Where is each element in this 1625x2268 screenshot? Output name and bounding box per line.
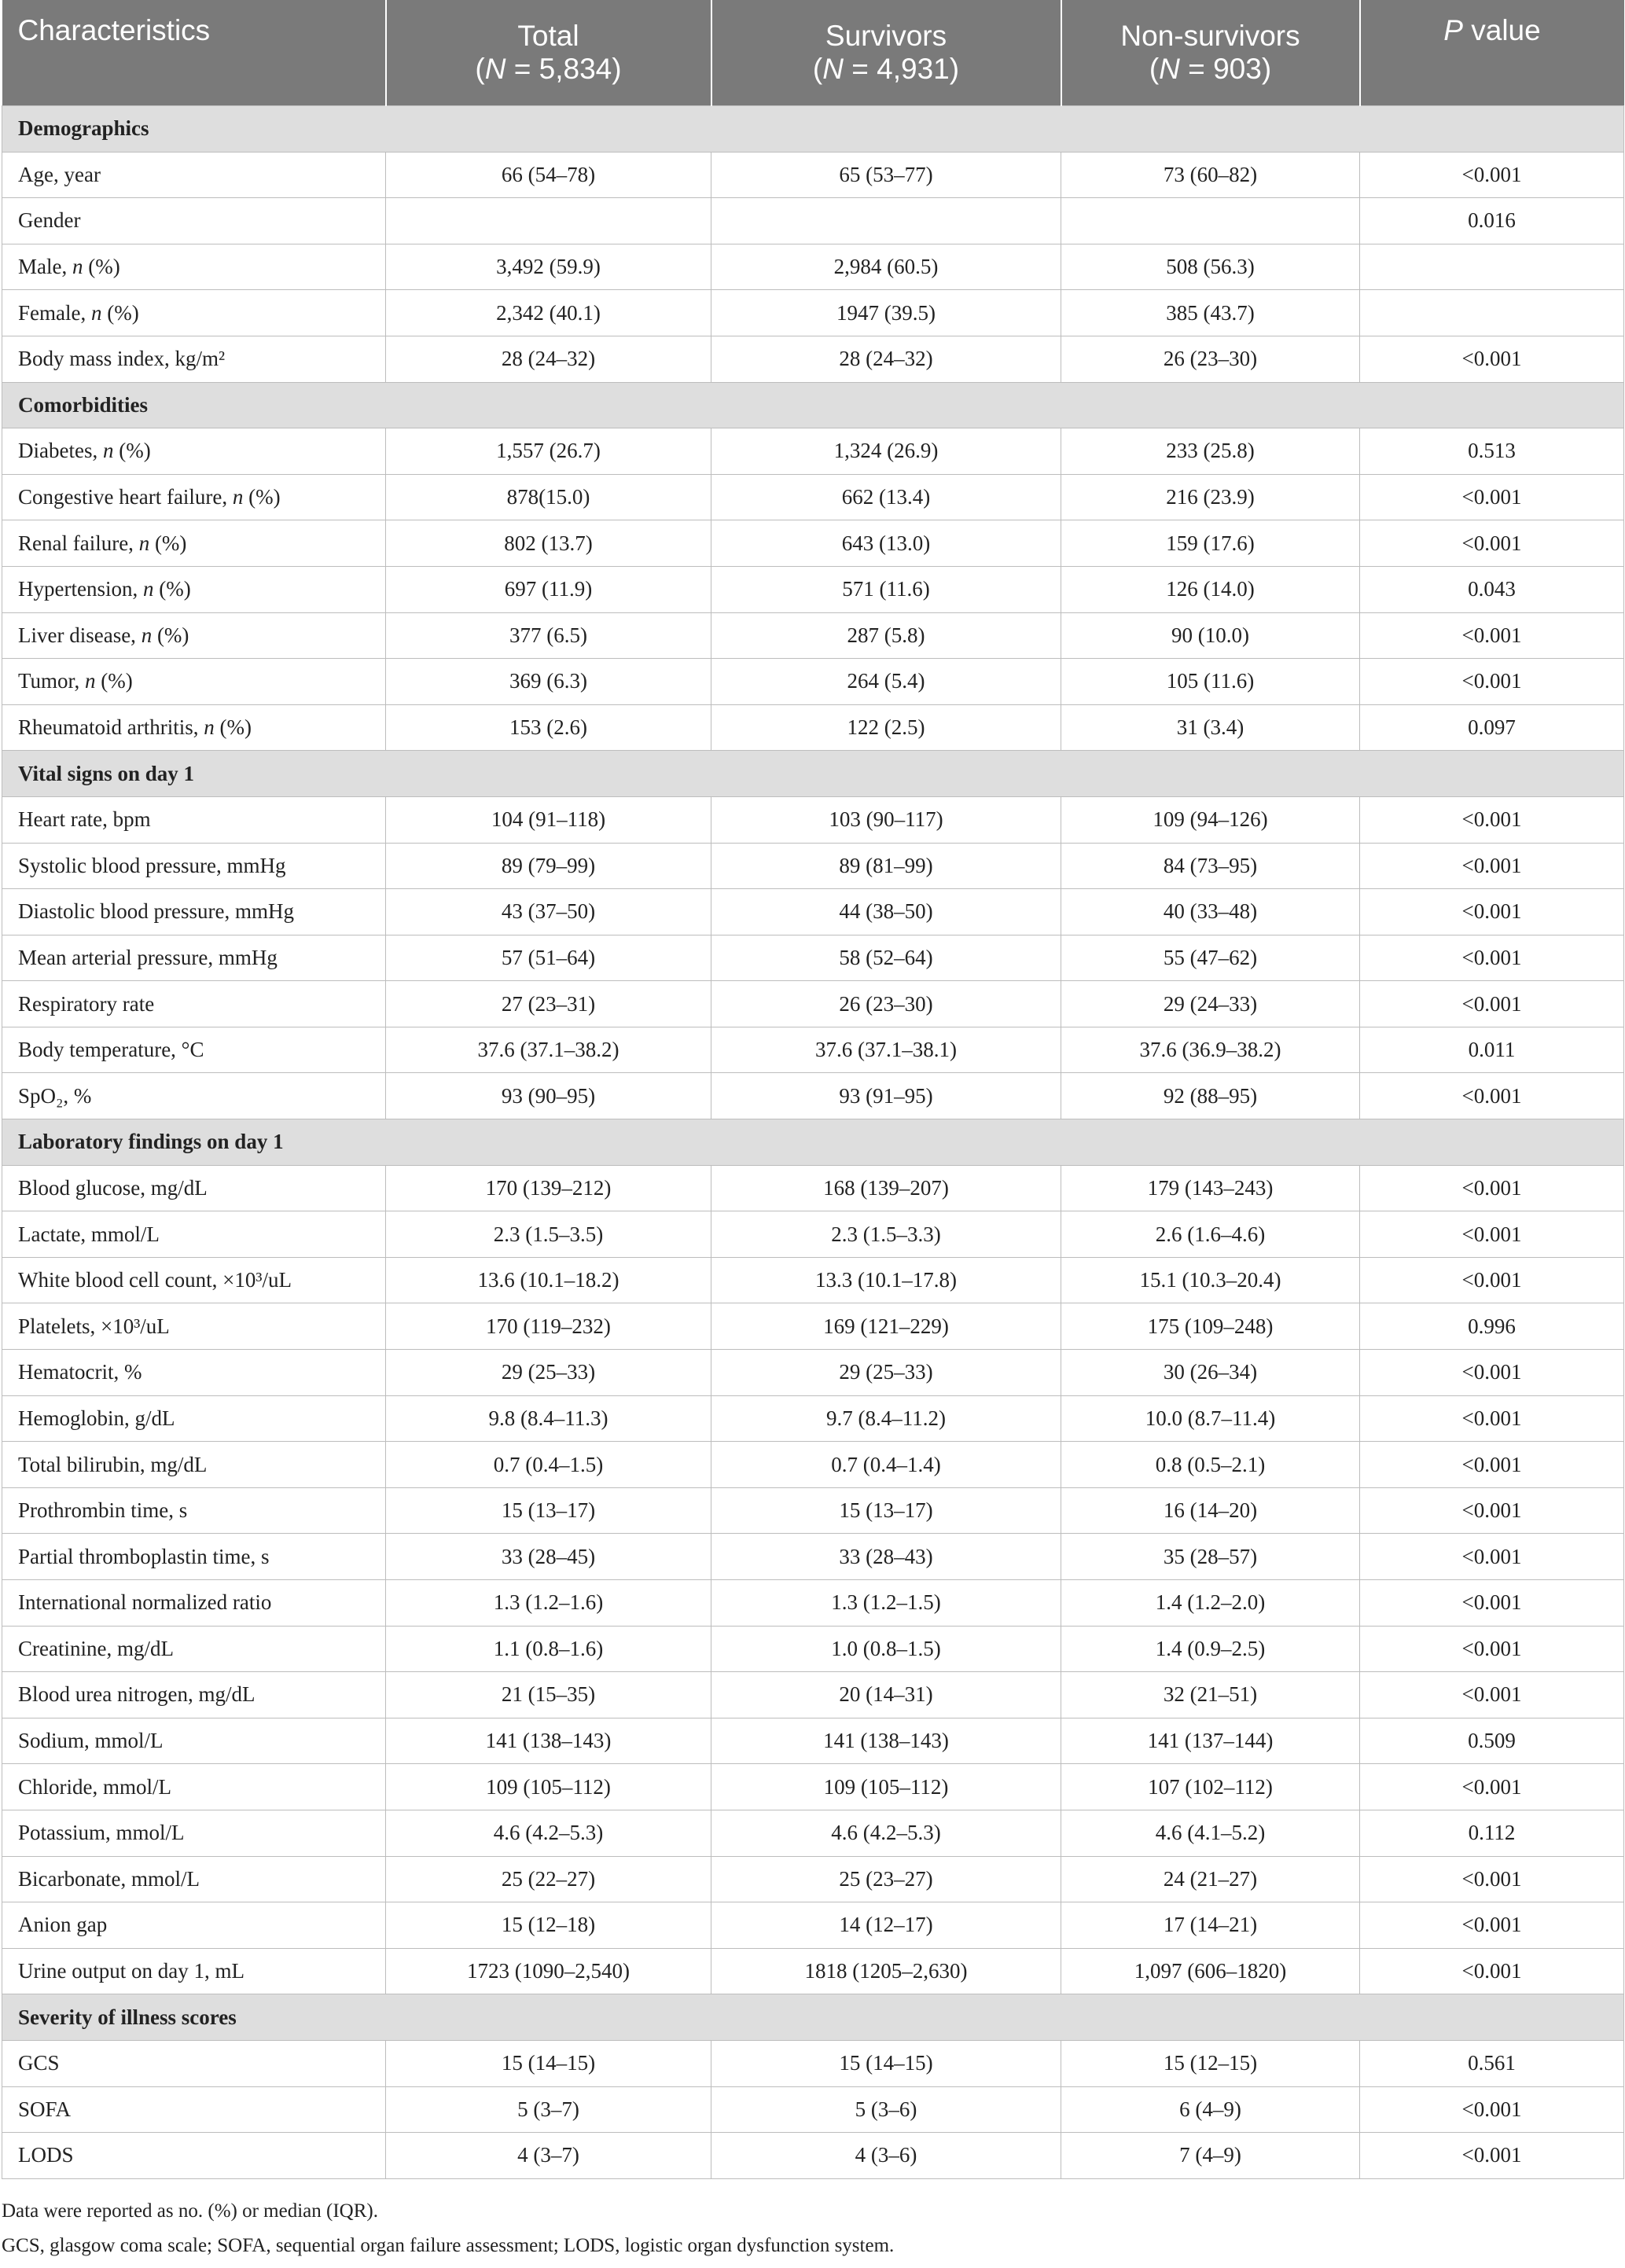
cell-survivors: 65 (53–77)	[711, 152, 1061, 198]
table-row	[2, 566, 1624, 612]
row-label: Lactate, mmol/L	[2, 1211, 386, 1258]
cell-survivors: 26 (23–30)	[711, 981, 1061, 1027]
header-survivors	[711, 0, 1061, 106]
cell-nonsurvivors: 92 (88–95)	[1061, 1073, 1360, 1119]
cell-survivors: 29 (25–33)	[711, 1350, 1061, 1396]
cell-survivors	[711, 198, 1061, 244]
section-title: Severity of illness scores	[2, 1994, 1624, 2041]
row-label: Age, year	[2, 152, 386, 198]
cell-nonsurvivors: 107 (102–112)	[1061, 1764, 1360, 1810]
cell-p-value: <0.001	[1360, 889, 1624, 936]
cell-survivors: 9.7 (8.4–11.2)	[711, 1395, 1061, 1442]
cell-nonsurvivors: 16 (14–20)	[1061, 1487, 1360, 1534]
cell-p-value: <0.001	[1360, 1580, 1624, 1627]
cell-survivors: 264 (5.4)	[711, 659, 1061, 705]
cell-survivors: 25 (23–27)	[711, 1856, 1061, 1902]
cell-total: 377 (6.5)	[386, 612, 711, 659]
cell-nonsurvivors: 175 (109–248)	[1061, 1303, 1360, 1350]
table-row	[2, 889, 1624, 936]
cell-survivors: 1.3 (1.2–1.5)	[711, 1580, 1061, 1627]
row-label: Mean arterial pressure, mmHg	[2, 935, 386, 981]
cell-nonsurvivors: 233 (25.8)	[1061, 428, 1360, 475]
row-label: Hypertension, n (%)	[2, 566, 386, 612]
row-label: Renal failure, n (%)	[2, 520, 386, 567]
section-row	[2, 751, 1624, 797]
cell-p-value: 0.112	[1360, 1810, 1624, 1856]
table-row	[2, 1534, 1624, 1580]
cell-survivors: 571 (11.6)	[711, 566, 1061, 612]
cell-p-value: <0.001	[1360, 1165, 1624, 1211]
section-title: Laboratory findings on day 1	[2, 1119, 1624, 1166]
table-row	[2, 1350, 1624, 1396]
cell-survivors: 168 (139–207)	[711, 1165, 1061, 1211]
cell-p-value: <0.001	[1360, 612, 1624, 659]
row-label: LODS	[2, 2133, 386, 2179]
table-row	[2, 1810, 1624, 1856]
cell-total: 170 (119–232)	[386, 1303, 711, 1350]
table-row	[2, 2086, 1624, 2133]
row-label: Potassium, mmol/L	[2, 1810, 386, 1856]
cell-p-value: <0.001	[1360, 474, 1624, 520]
row-label: Body mass index, kg/m²	[2, 336, 386, 382]
table-row	[2, 152, 1624, 198]
cell-p-value: <0.001	[1360, 1856, 1624, 1902]
cell-total: 104 (91–118)	[386, 796, 711, 843]
cell-p-value: 0.996	[1360, 1303, 1624, 1350]
cell-nonsurvivors: 2.6 (1.6–4.6)	[1061, 1211, 1360, 1258]
cell-nonsurvivors: 32 (21–51)	[1061, 1672, 1360, 1718]
cell-total: 9.8 (8.4–11.3)	[386, 1395, 711, 1442]
row-label: International normalized ratio	[2, 1580, 386, 1627]
row-label: GCS	[2, 2040, 386, 2086]
row-label: Anion gap	[2, 1902, 386, 1949]
row-label: Congestive heart failure, n (%)	[2, 474, 386, 520]
table-row	[2, 1487, 1624, 1534]
cell-survivors: 662 (13.4)	[711, 474, 1061, 520]
cell-total: 66 (54–78)	[386, 152, 711, 198]
cell-p-value: <0.001	[1360, 1487, 1624, 1534]
row-label: Hemoglobin, g/dL	[2, 1395, 386, 1442]
table-row	[2, 1948, 1624, 1994]
cell-total: 37.6 (37.1–38.2)	[386, 1027, 711, 1073]
row-label: Prothrombin time, s	[2, 1487, 386, 1534]
cell-total: 141 (138–143)	[386, 1718, 711, 1764]
row-label: Systolic blood pressure, mmHg	[2, 843, 386, 889]
cell-nonsurvivors: 17 (14–21)	[1061, 1902, 1360, 1949]
cell-p-value: 0.561	[1360, 2040, 1624, 2086]
row-label: Bicarbonate, mmol/L	[2, 1856, 386, 1902]
cell-total: 369 (6.3)	[386, 659, 711, 705]
table-row	[2, 796, 1624, 843]
header-survivors-title: Survivors	[825, 20, 947, 52]
cell-nonsurvivors: 1.4 (1.2–2.0)	[1061, 1580, 1360, 1627]
section-row	[2, 106, 1624, 153]
cell-survivors: 37.6 (37.1–38.1)	[711, 1027, 1061, 1073]
cell-total: 25 (22–27)	[386, 1856, 711, 1902]
cell-total	[386, 198, 711, 244]
cell-total: 153 (2.6)	[386, 704, 711, 751]
row-label: Body temperature, °C	[2, 1027, 386, 1073]
table-row	[2, 1672, 1624, 1718]
cell-p-value: <0.001	[1360, 520, 1624, 567]
cell-nonsurvivors: 15.1 (10.3–20.4)	[1061, 1257, 1360, 1303]
cell-total: 21 (15–35)	[386, 1672, 711, 1718]
row-label: Blood urea nitrogen, mg/dL	[2, 1672, 386, 1718]
cell-survivors: 5 (3–6)	[711, 2086, 1061, 2133]
table-row	[2, 1257, 1624, 1303]
cell-nonsurvivors: 159 (17.6)	[1061, 520, 1360, 567]
cell-nonsurvivors: 109 (94–126)	[1061, 796, 1360, 843]
row-label: White blood cell count, ×10³/uL	[2, 1257, 386, 1303]
row-label: Respiratory rate	[2, 981, 386, 1027]
cell-nonsurvivors: 26 (23–30)	[1061, 336, 1360, 382]
cell-p-value: <0.001	[1360, 1442, 1624, 1488]
cell-survivors: 1818 (1205–2,630)	[711, 1948, 1061, 1994]
cell-p-value: 0.011	[1360, 1027, 1624, 1073]
section-row	[2, 1119, 1624, 1166]
section-title: Demographics	[2, 106, 1624, 153]
table-row	[2, 1165, 1624, 1211]
cell-nonsurvivors: 90 (10.0)	[1061, 612, 1360, 659]
cell-survivors: 33 (28–43)	[711, 1534, 1061, 1580]
characteristics-table	[2, 0, 1624, 2179]
cell-p-value: 0.043	[1360, 566, 1624, 612]
table-header	[2, 0, 1624, 106]
cell-p-value: 0.016	[1360, 198, 1624, 244]
row-label: SOFA	[2, 2086, 386, 2133]
cell-survivors: 643 (13.0)	[711, 520, 1061, 567]
cell-survivors: 14 (12–17)	[711, 1902, 1061, 1949]
cell-total: 1723 (1090–2,540)	[386, 1948, 711, 1994]
table-body	[2, 106, 1624, 2179]
cell-nonsurvivors: 29 (24–33)	[1061, 981, 1360, 1027]
cell-survivors: 4 (3–6)	[711, 2133, 1061, 2179]
row-label: SpO₂, %	[2, 1073, 386, 1119]
cell-p-value: <0.001	[1360, 1257, 1624, 1303]
section-title: Vital signs on day 1	[2, 751, 1624, 797]
cell-total: 0.7 (0.4–1.5)	[386, 1442, 711, 1488]
cell-nonsurvivors: 55 (47–62)	[1061, 935, 1360, 981]
table-row	[2, 612, 1624, 659]
cell-total: 15 (13–17)	[386, 1487, 711, 1534]
cell-total: 93 (90–95)	[386, 1073, 711, 1119]
cell-survivors: 15 (14–15)	[711, 2040, 1061, 2086]
cell-p-value: <0.001	[1360, 796, 1624, 843]
row-label: Heart rate, bpm	[2, 796, 386, 843]
table-row	[2, 659, 1624, 705]
footnote-abbreviations: GCS, glasgow coma scale; SOFA, sequential organ failure assessment; LODS, logistic organ dysfunction system.	[2, 2235, 895, 2256]
cell-total: 170 (139–212)	[386, 1165, 711, 1211]
cell-nonsurvivors: 6 (4–9)	[1061, 2086, 1360, 2133]
cell-total: 5 (3–7)	[386, 2086, 711, 2133]
cell-p-value: <0.001	[1360, 1395, 1624, 1442]
table-row	[2, 843, 1624, 889]
cell-nonsurvivors: 0.8 (0.5–2.1)	[1061, 1442, 1360, 1488]
cell-p-value: <0.001	[1360, 152, 1624, 198]
header-survivors-n: (N = 4,931)	[812, 53, 960, 85]
cell-p-value: <0.001	[1360, 935, 1624, 981]
row-label: Total bilirubin, mg/dL	[2, 1442, 386, 1488]
cell-nonsurvivors: 1.4 (0.9–2.5)	[1061, 1626, 1360, 1672]
header-nonsurvivors-n: (N = 903)	[1149, 53, 1272, 85]
cell-total: 109 (105–112)	[386, 1764, 711, 1810]
cell-nonsurvivors: 10.0 (8.7–11.4)	[1061, 1395, 1360, 1442]
cell-survivors: 13.3 (10.1–17.8)	[711, 1257, 1061, 1303]
table-row	[2, 244, 1624, 290]
row-label: Diabetes, n (%)	[2, 428, 386, 475]
cell-total: 57 (51–64)	[386, 935, 711, 981]
cell-nonsurvivors: 385 (43.7)	[1061, 290, 1360, 336]
cell-nonsurvivors: 31 (3.4)	[1061, 704, 1360, 751]
cell-nonsurvivors: 105 (11.6)	[1061, 659, 1360, 705]
cell-survivors: 122 (2.5)	[711, 704, 1061, 751]
table-row	[2, 935, 1624, 981]
row-label: Rheumatoid arthritis, n (%)	[2, 704, 386, 751]
cell-survivors: 141 (138–143)	[711, 1718, 1061, 1764]
cell-total: 2,342 (40.1)	[386, 290, 711, 336]
header-total	[386, 0, 711, 106]
cell-nonsurvivors: 15 (12–15)	[1061, 2040, 1360, 2086]
cell-total: 43 (37–50)	[386, 889, 711, 936]
table-row	[2, 474, 1624, 520]
footnote-abbrev-data: Data were reported as no. (%) or median (IQR).	[2, 2200, 378, 2222]
cell-total: 1.3 (1.2–1.6)	[386, 1580, 711, 1627]
row-label: Chloride, mmol/L	[2, 1764, 386, 1810]
header-nonsurvivors	[1061, 0, 1360, 106]
cell-survivors: 1947 (39.5)	[711, 290, 1061, 336]
table-row	[2, 428, 1624, 475]
cell-survivors: 287 (5.8)	[711, 612, 1061, 659]
cell-p-value: 0.097	[1360, 704, 1624, 751]
row-label: Urine output on day 1, mL	[2, 1948, 386, 1994]
cell-total: 4 (3–7)	[386, 2133, 711, 2179]
cell-p-value: 0.509	[1360, 1718, 1624, 1764]
cell-p-value: <0.001	[1360, 1902, 1624, 1949]
cell-nonsurvivors: 30 (26–34)	[1061, 1350, 1360, 1396]
cell-nonsurvivors: 126 (14.0)	[1061, 566, 1360, 612]
cell-survivors: 20 (14–31)	[711, 1672, 1061, 1718]
section-row	[2, 1994, 1624, 2041]
table-row	[2, 2040, 1624, 2086]
row-label: Diastolic blood pressure, mmHg	[2, 889, 386, 936]
table-row	[2, 1718, 1624, 1764]
row-label: Liver disease, n (%)	[2, 612, 386, 659]
cell-survivors: 109 (105–112)	[711, 1764, 1061, 1810]
cell-p-value	[1360, 290, 1624, 336]
cell-p-value: <0.001	[1360, 1350, 1624, 1396]
table-row	[2, 1395, 1624, 1442]
cell-p-value: <0.001	[1360, 1626, 1624, 1672]
cell-survivors: 0.7 (0.4–1.4)	[711, 1442, 1061, 1488]
cell-total: 28 (24–32)	[386, 336, 711, 382]
row-label: Creatinine, mg/dL	[2, 1626, 386, 1672]
header-p-value: P value	[1360, 0, 1624, 106]
cell-p-value: <0.001	[1360, 1948, 1624, 1994]
cell-p-value: <0.001	[1360, 1211, 1624, 1258]
cell-survivors: 2,984 (60.5)	[711, 244, 1061, 290]
cell-survivors: 4.6 (4.2–5.3)	[711, 1810, 1061, 1856]
table-row	[2, 1764, 1624, 1810]
cell-total: 33 (28–45)	[386, 1534, 711, 1580]
cell-total: 802 (13.7)	[386, 520, 711, 567]
cell-p-value: <0.001	[1360, 1764, 1624, 1810]
row-label: Blood glucose, mg/dL	[2, 1165, 386, 1211]
cell-survivors: 2.3 (1.5–3.3)	[711, 1211, 1061, 1258]
header-total-title: Total	[517, 20, 579, 52]
cell-p-value: <0.001	[1360, 1073, 1624, 1119]
header-total-n: (N = 5,834)	[475, 53, 622, 85]
section-row	[2, 382, 1624, 428]
table-row	[2, 1580, 1624, 1627]
cell-p-value: <0.001	[1360, 1534, 1624, 1580]
cell-survivors: 1.0 (0.8–1.5)	[711, 1626, 1061, 1672]
table-row	[2, 336, 1624, 382]
row-label: Gender	[2, 198, 386, 244]
cell-survivors: 89 (81–99)	[711, 843, 1061, 889]
cell-total: 27 (23–31)	[386, 981, 711, 1027]
cell-total: 89 (79–99)	[386, 843, 711, 889]
table-row	[2, 520, 1624, 567]
row-label: Tumor, n (%)	[2, 659, 386, 705]
cell-p-value: <0.001	[1360, 843, 1624, 889]
table-row	[2, 1856, 1624, 1902]
cell-nonsurvivors: 216 (23.9)	[1061, 474, 1360, 520]
cell-total: 1.1 (0.8–1.6)	[386, 1626, 711, 1672]
cell-nonsurvivors: 4.6 (4.1–5.2)	[1061, 1810, 1360, 1856]
row-label: Sodium, mmol/L	[2, 1718, 386, 1764]
table-row	[2, 1073, 1624, 1119]
cell-total: 29 (25–33)	[386, 1350, 711, 1396]
cell-nonsurvivors: 508 (56.3)	[1061, 244, 1360, 290]
cell-survivors: 44 (38–50)	[711, 889, 1061, 936]
row-label: Male, n (%)	[2, 244, 386, 290]
cell-nonsurvivors: 1,097 (606–1820)	[1061, 1948, 1360, 1994]
cell-total: 1,557 (26.7)	[386, 428, 711, 475]
row-label: Partial thromboplastin time, s	[2, 1534, 386, 1580]
table-row	[2, 1902, 1624, 1949]
cell-nonsurvivors: 40 (33–48)	[1061, 889, 1360, 936]
section-title: Comorbidities	[2, 382, 1624, 428]
table-row	[2, 2133, 1624, 2179]
cell-total: 13.6 (10.1–18.2)	[386, 1257, 711, 1303]
cell-survivors: 93 (91–95)	[711, 1073, 1061, 1119]
cell-survivors: 28 (24–32)	[711, 336, 1061, 382]
cell-p-value	[1360, 244, 1624, 290]
row-label: Platelets, ×10³/uL	[2, 1303, 386, 1350]
cell-nonsurvivors: 7 (4–9)	[1061, 2133, 1360, 2179]
header-characteristics: Characteristics	[2, 0, 386, 106]
cell-survivors: 15 (13–17)	[711, 1487, 1061, 1534]
cell-survivors: 1,324 (26.9)	[711, 428, 1061, 475]
cell-p-value: <0.001	[1360, 336, 1624, 382]
cell-nonsurvivors: 73 (60–82)	[1061, 152, 1360, 198]
cell-survivors: 169 (121–229)	[711, 1303, 1061, 1350]
table-row	[2, 1027, 1624, 1073]
cell-total: 878(15.0)	[386, 474, 711, 520]
cell-total: 697 (11.9)	[386, 566, 711, 612]
table-row	[2, 1211, 1624, 1258]
table-row	[2, 1442, 1624, 1488]
cell-p-value: <0.001	[1360, 2086, 1624, 2133]
cell-total: 2.3 (1.5–3.5)	[386, 1211, 711, 1258]
cell-nonsurvivors: 179 (143–243)	[1061, 1165, 1360, 1211]
table-row	[2, 1303, 1624, 1350]
row-label: Hematocrit, %	[2, 1350, 386, 1396]
header-nonsurvivors-title: Non-survivors	[1120, 20, 1300, 52]
cell-p-value: 0.513	[1360, 428, 1624, 475]
table-row	[2, 198, 1624, 244]
cell-nonsurvivors: 24 (21–27)	[1061, 1856, 1360, 1902]
cell-nonsurvivors: 84 (73–95)	[1061, 843, 1360, 889]
table-row	[2, 290, 1624, 336]
cell-survivors: 58 (52–64)	[711, 935, 1061, 981]
cell-p-value: <0.001	[1360, 659, 1624, 705]
cell-p-value: <0.001	[1360, 2133, 1624, 2179]
cell-total: 3,492 (59.9)	[386, 244, 711, 290]
cell-total: 4.6 (4.2–5.3)	[386, 1810, 711, 1856]
cell-total: 15 (14–15)	[386, 2040, 711, 2086]
cell-p-value: <0.001	[1360, 981, 1624, 1027]
row-label: Female, n (%)	[2, 290, 386, 336]
cell-survivors: 103 (90–117)	[711, 796, 1061, 843]
cell-nonsurvivors: 37.6 (36.9–38.2)	[1061, 1027, 1360, 1073]
table-row	[2, 704, 1624, 751]
cell-p-value: <0.001	[1360, 1672, 1624, 1718]
table-row	[2, 1626, 1624, 1672]
cell-total: 15 (12–18)	[386, 1902, 711, 1949]
cell-nonsurvivors	[1061, 198, 1360, 244]
table-row	[2, 981, 1624, 1027]
cell-nonsurvivors: 141 (137–144)	[1061, 1718, 1360, 1764]
cell-nonsurvivors: 35 (28–57)	[1061, 1534, 1360, 1580]
